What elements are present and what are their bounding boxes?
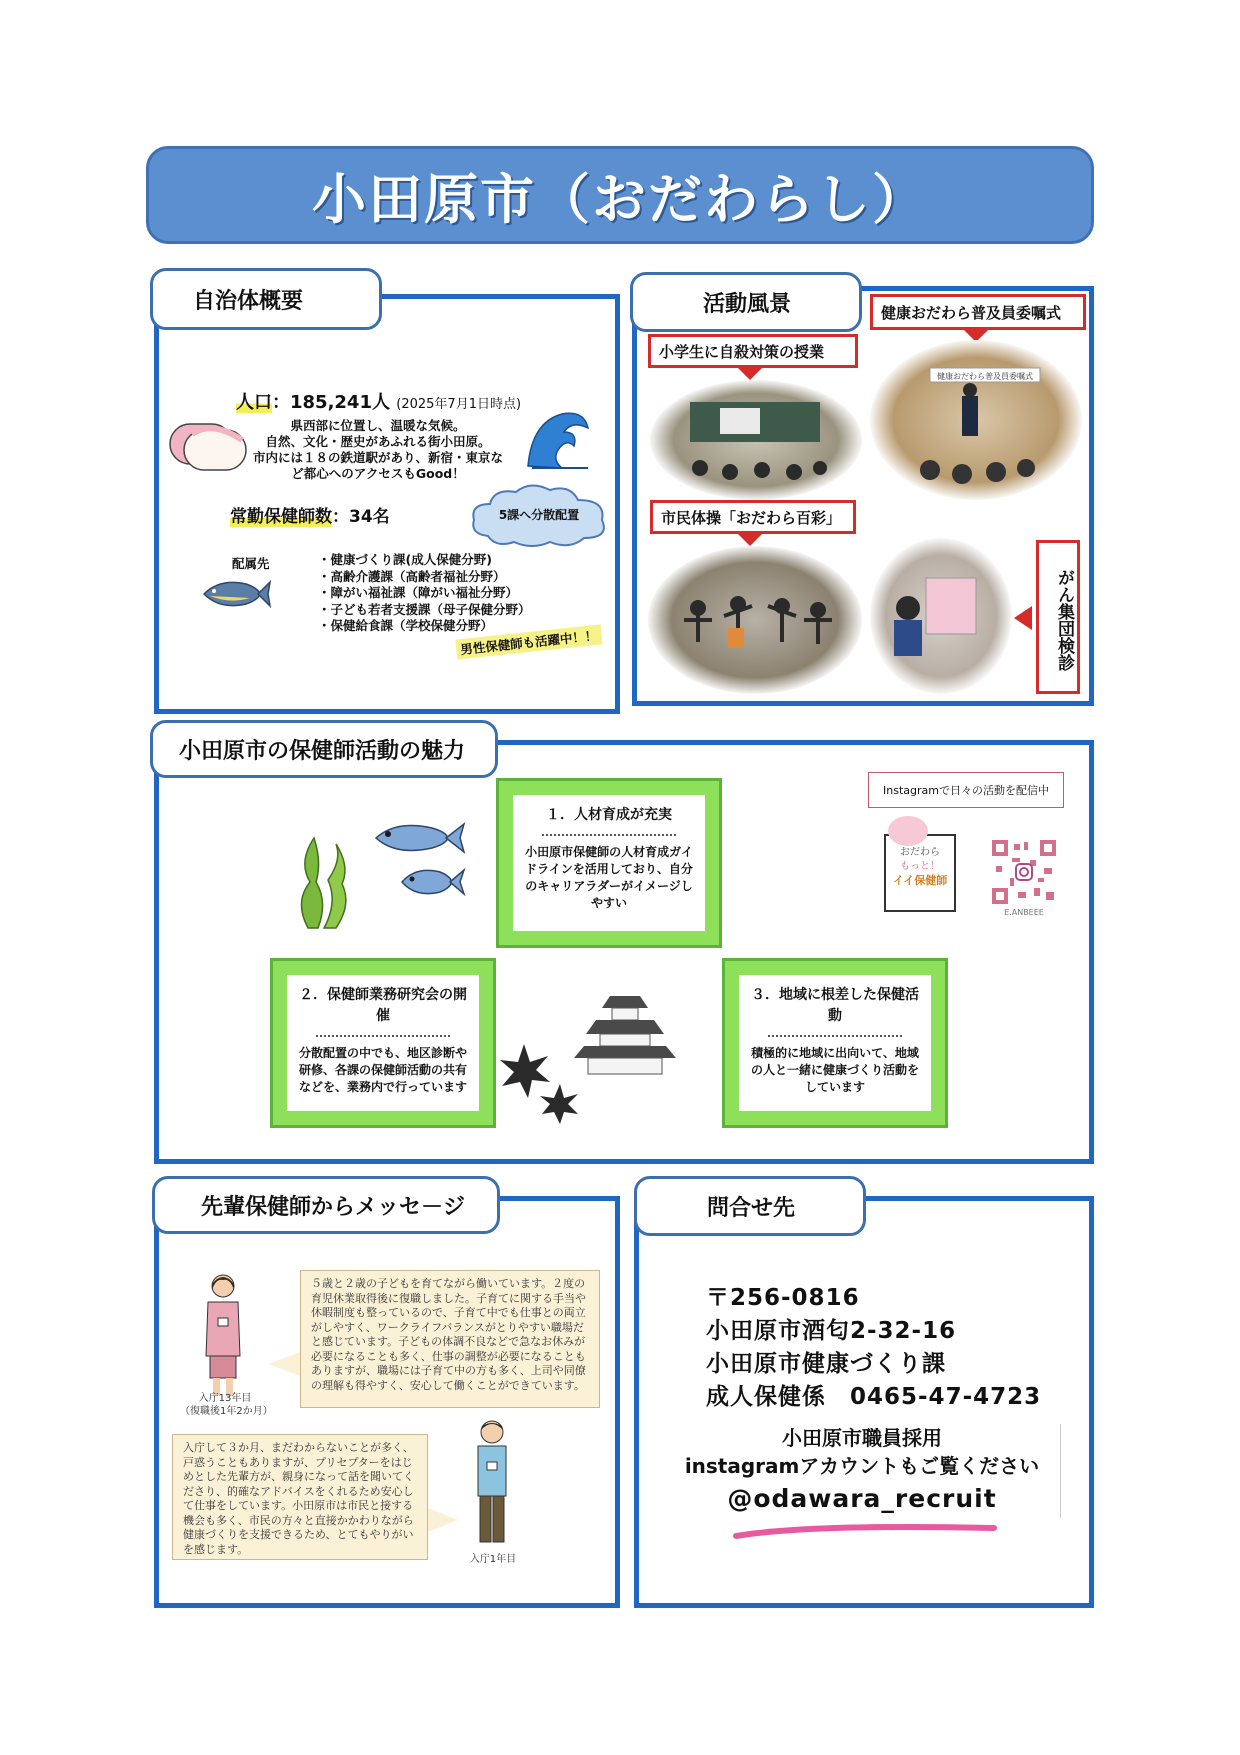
instagram-promo — [664, 1424, 1061, 1518]
card-3-body: 積極的に地域に出向いて、地域の人と一緒に健康づくり活動をしています — [751, 1046, 920, 1094]
caption-years: 入庁13年目 — [198, 1393, 252, 1404]
contact-tab-label: 問合せ先 — [707, 1195, 796, 1221]
nurses-count-line — [230, 502, 390, 527]
arrow-left-icon — [1014, 606, 1032, 630]
caption-return: （復職後1年2か月） — [180, 1406, 273, 1417]
photo-screening — [870, 538, 1012, 694]
department-item: ・健康づくり課(成人保健分野) — [318, 552, 492, 567]
bubble-pointer — [268, 1352, 300, 1376]
cloud-text: 5課へ分散配置 — [498, 508, 580, 522]
card-1-body: 小田原市保健師の人材育成ガイドラインを活用しており、自分のキャリアラダーがイメージしやすい — [525, 845, 693, 910]
contact-details — [706, 1282, 1041, 1414]
logo-decor — [888, 816, 928, 846]
message-bubble-2 — [172, 1434, 428, 1560]
male-nurse-note: 男性保健師も活躍中！！ — [455, 624, 602, 659]
arrow-down-icon — [738, 534, 762, 546]
message-1-text: ５歳と２歳の子どもを育てながら働いています。２度の育児休業取得後に復職しました。子育てに関する手当や休暇制度も整っているので、子育て中でも仕事との両立がしやすく、ワークライフバランスがとりやすい職場だと感じています。子どもの体調不良などで急なお休みが必要になることも多く、仕事の調整が必要になることもありますが、職場には子育て中の方も多く、上司や同僚の理解も得やすく、安心して働くことができています。 — [311, 1277, 586, 1392]
desc-line-3: 市内には１８の鉄道駅があり、新宿・東京な — [252, 450, 503, 465]
nurse-woman-icon — [200, 1272, 246, 1402]
nurse-man-icon — [470, 1418, 514, 1548]
nurses-value: ：34名 — [332, 507, 390, 527]
page-title: 小田原市（おだわらし） — [312, 167, 928, 231]
appeal-tab-label: 小田原市の保健師活動の魅力 — [179, 738, 466, 764]
photo-classroom — [650, 380, 862, 500]
logo-line: イイ保健師 — [892, 874, 948, 887]
address: 小田原市酒匂2-32-16 — [706, 1318, 957, 1344]
photo-exercise — [648, 546, 862, 694]
department-item: ・子ども若者支援課（母子保健分野） — [318, 601, 531, 617]
label-exercise-text: 市民体操「おだわら百彩」 — [661, 508, 842, 527]
committee-illustration — [870, 340, 1082, 500]
label-screening — [1036, 540, 1080, 694]
label-school-text: 小学生に自殺対策の授業 — [659, 342, 825, 361]
fish-icon — [398, 862, 468, 904]
messages-tab-label: 先輩保健師からメッセ－ジ — [201, 1194, 466, 1220]
postal-code: 〒256-0816 — [706, 1285, 860, 1311]
arrow-down-icon — [738, 368, 762, 380]
classroom-illustration — [650, 380, 862, 500]
department-item: ・高齢介護課（高齢者福祉分野） — [318, 568, 506, 584]
instagram-handle-link[interactable]: @odawara_recruit — [727, 1484, 997, 1513]
label-school — [648, 334, 858, 368]
seaweed-icon — [288, 832, 354, 932]
appeal-tab — [150, 720, 498, 778]
phone-number[interactable]: 成人保健係 0465-47-4723 — [706, 1384, 1042, 1410]
population-line — [236, 388, 521, 414]
nurses-label: 常勤保健師数 — [230, 507, 332, 527]
fish-icon — [372, 816, 468, 860]
screening-illustration — [870, 538, 1012, 694]
assignment-label: 配属先 — [232, 556, 270, 571]
population-label: 人口 — [236, 392, 272, 413]
appeal-card-1 — [496, 778, 722, 948]
qr-code-icon[interactable] — [990, 838, 1058, 906]
castle-icon — [570, 978, 680, 1078]
label-committee-text: 健康おだわら普及員委嘱式 — [881, 303, 1062, 322]
label-exercise — [650, 500, 856, 534]
bubble-pointer — [428, 1508, 458, 1532]
logo-line: もっと！ — [900, 861, 940, 872]
nurse-2-caption: 入庁1年目 — [469, 1554, 517, 1565]
qr-caption: E.ANBEEE — [1004, 908, 1044, 917]
population-date: (2025年7月1日時点) — [396, 397, 522, 412]
odawara-logo — [884, 834, 956, 912]
appeal-card-2 — [270, 958, 496, 1128]
department-item: ・保健給食課（学校保健分野） — [318, 618, 494, 633]
appeal-card-3 — [722, 958, 948, 1128]
desc-line-1: 県西部に位置し、温暖な気候。 — [290, 418, 466, 433]
activity-tab-label: 活動風景 — [703, 291, 792, 317]
insta-line-2: instagramアカウントもご覧ください — [684, 1454, 1040, 1478]
contact-tab — [634, 1176, 866, 1236]
departments-list — [318, 552, 531, 635]
overview-tab — [150, 268, 382, 330]
instagram-note — [868, 772, 1064, 808]
label-committee — [870, 294, 1086, 330]
card-2-title: ２．保健師業務研究会の開催 — [299, 987, 467, 1024]
message-2-text: 入庁して３か月、まだわからないことが多く、戸惑うこともありますが、プリセプターをはじめとした先輩方が、親身になって話を聞いてくださり、的確なアドバイスをくれるため安心して仕事をしています。小田原市は市民と接する機会も多く、市民の方々と直接かかわりながら健康づくりを支援できるため、とてもやりがいを感じます。 — [183, 1441, 414, 1556]
logo-line: おだわら — [900, 847, 940, 858]
tuna-icon — [200, 574, 272, 614]
shuriken-icon — [496, 1040, 586, 1124]
exercise-illustration — [648, 546, 862, 694]
label-screening-text: がん集団検診 — [1054, 569, 1074, 671]
card-2-body: 分散配置の中でも、地区診断や研修、各課の保健師活動の共有などを、業務内で行っています — [299, 1046, 468, 1094]
card-divider — [316, 1035, 450, 1037]
committee-banner: 健康おだわら普及員委嘱式 — [937, 372, 1033, 381]
pink-underline — [730, 1520, 1000, 1544]
instagram-note-text: Instagramで日々の活動を配信中 — [883, 784, 1049, 797]
activity-tab — [630, 272, 862, 332]
overview-description — [236, 418, 520, 482]
photo-committee — [870, 340, 1082, 500]
card-divider — [542, 834, 676, 836]
overview-tab-label: 自治体概要 — [193, 288, 304, 314]
card-3-title: ３．地域に根差した保健活動 — [751, 987, 919, 1024]
nurse-1-caption — [180, 1392, 273, 1418]
card-divider — [768, 1035, 902, 1037]
message-bubble-1 — [300, 1270, 600, 1408]
page-title-banner — [146, 146, 1094, 244]
population-value: ：185,241人 — [272, 392, 390, 413]
card-1-title: １．人材育成が充実 — [546, 807, 672, 823]
insta-line-1: 小田原市職員採用 — [782, 1426, 942, 1450]
wave-icon — [522, 402, 594, 474]
desc-line-2: 自然、文化・歴史があふれる街小田原。 — [265, 434, 491, 449]
department-item: ・障がい福祉課（障がい福祉分野） — [318, 585, 519, 600]
department-name: 小田原市健康づくり課 — [706, 1351, 946, 1377]
messages-tab — [152, 1176, 500, 1234]
desc-line-4: ど都心へのアクセスもGood！ — [291, 466, 465, 481]
